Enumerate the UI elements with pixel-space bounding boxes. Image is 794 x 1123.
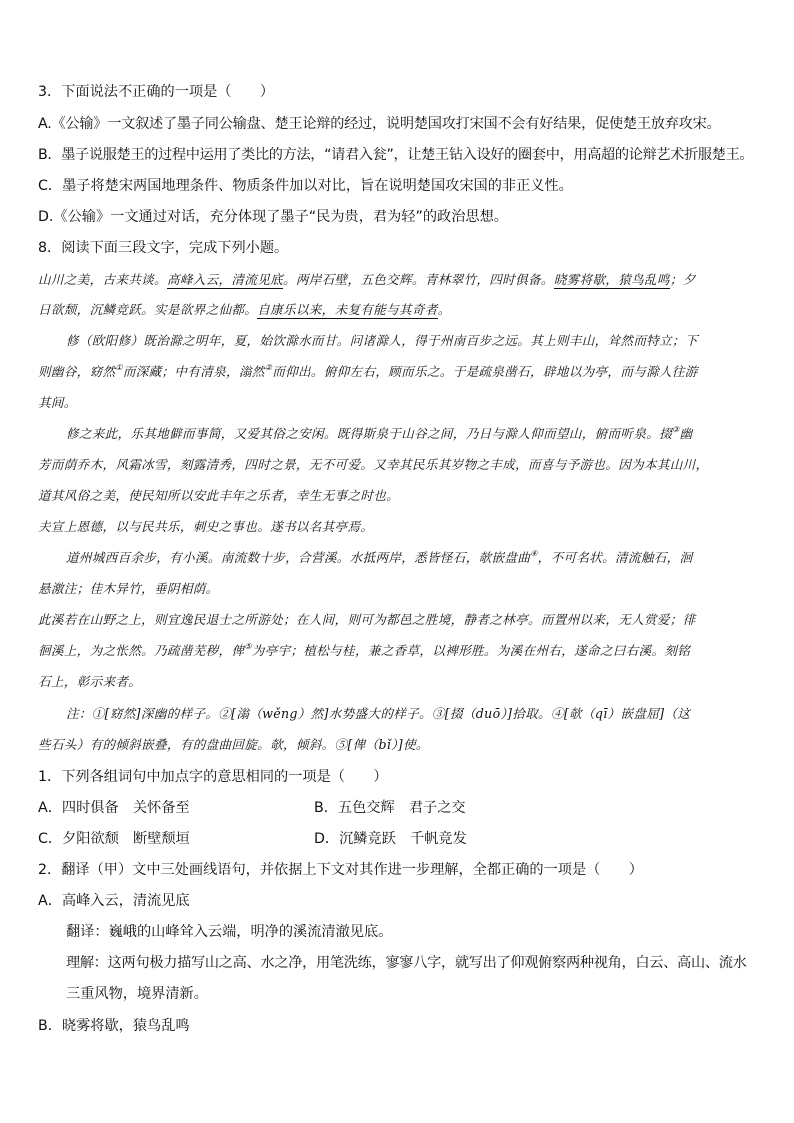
passage-3-line-4 <box>38 641 690 661</box>
passage-3-line-1 <box>66 548 692 568</box>
passage-2-text: 而仰出。俯仰左右，顾而乐之。于是疏泉凿石，辟地以为亭，而与滁人往游 <box>272 364 698 379</box>
passage-1-text-h: 。 <box>437 302 451 317</box>
passage-1-text-a: 山川之美，古来共谈。 <box>38 272 167 287</box>
footnote-marker-4: ④ <box>530 549 538 558</box>
question-1-option-d: D．沉鳞竞跃 千帆竞发 <box>314 831 467 847</box>
question-3-stem: 3．下面说法不正确的一项是（ ） <box>38 84 275 100</box>
passage-3-text: 徊溪上，为之怅然。乃疏凿芜秽，俾 <box>38 643 245 658</box>
passage-3-line-3: 此溪若在山野之上，则宜逸民退士之所游处；在人间，则可为都邑之胜境，静者之林亭。而置州以来，无人赏爱；徘 <box>38 612 696 627</box>
footnote-marker-3: ③ <box>672 425 680 434</box>
passage-2-text: 而深藏；中有清泉，滃然 <box>122 364 265 379</box>
question-1-stem: 1．下列各组词句中加点字的意思相同的一项是（ ） <box>38 769 388 785</box>
passage-1-text-f: 日欲颓，沉鳞竞跃。实是欲界之仙都。 <box>38 302 258 317</box>
passage-1-line-1 <box>38 270 696 290</box>
annotation-line-1: 注：①[窈然]深幽的样子。②[滃（wěng）然]水势盛大的样子。③[掇（duō）]拾取。④[欹（qī）嵌盘屈]（这 <box>66 706 691 721</box>
passage-2-line-2 <box>38 362 698 382</box>
passage-2-line-4 <box>66 424 692 444</box>
question-1-option-c: C．夕阳欲颓 断壁颓垣 <box>38 831 190 847</box>
question-2-option-a-understanding-cont: 三重风物，境界清新。 <box>66 986 208 1002</box>
question-2-option-a: A．高峰入云，清流见底 <box>38 893 190 909</box>
question-2-option-b: B．晓雾将歇，猿鸟乱鸣 <box>38 1018 190 1034</box>
passage-2-line-7: 夫宣上恩德，以与民共乐，刺史之事也。遂书以名其亭焉。 <box>38 519 374 534</box>
question-2-option-a-understanding: 理解：这两句极力描写山之高、水之净，用笔洗练，寥寥八字，就写出了仰观俯察两种视角，白云、高山、流水 <box>66 955 747 971</box>
question-1-option-b: B．五色交辉 君子之交 <box>314 800 466 816</box>
footnote-marker-5: ⑤ <box>244 642 252 651</box>
footnote-marker-1: ① <box>115 363 123 372</box>
passage-2-line-5: 芳而荫乔木，风霜冰雪，刻露清秀，四时之景，无不可爱。又幸其民乐其岁物之丰成，而喜与予游也。因为本其山川， <box>38 457 709 472</box>
question-2-stem: 2．翻译（甲）文中三处画线语句，并依据上下文对其作进一步理解，全都正确的一项是（ ） <box>38 862 643 878</box>
passage-3-text: 为亭宇；植松与桂，兼之香草，以裨形胜。为溪在州右，遂命之曰右溪。刻铭 <box>251 643 691 658</box>
annotation-line-2: 些石头）有的倾斜嵌叠，有的盘曲回旋。欹，倾斜。⑤[俾（bǐ）]使。 <box>38 737 429 752</box>
question-8-stem: 8．阅读下面三段文字，完成下列小题。 <box>38 240 289 256</box>
question-3-option-d: D.《公输》一文通过对话，充分体现了墨子“民为贵，君为轻”的政治思想。 <box>38 209 508 225</box>
question-3-option-b: B．墨子说服楚王的过程中运用了类比的方法，“请君入瓮”，让楚王钻入设好的圈套中，用高超的论辩艺术折服楚王。 <box>38 147 754 163</box>
passage-1-line-2 <box>38 300 451 320</box>
passage-2-line-3: 其间。 <box>38 395 77 410</box>
passage-2-text: 修之来此，乐其地僻而事简，又爱其俗之安闲。既得斯泉于山谷之间，乃日与滁人仰而望山，俯而听泉。掇 <box>66 426 673 441</box>
passage-1-text-e: ；夕 <box>669 272 696 287</box>
passage-3-text: 道州城西百余步，有小溪。南流数十步，合营溪。水抵两岸，悉皆怪石，欹嵌盘曲 <box>66 550 531 565</box>
footnote-marker-2: ② <box>264 363 273 372</box>
passage-2-text: 则幽谷，窈然 <box>38 364 116 379</box>
question-1-option-a: A．四时俱备 关怀备至 <box>38 800 190 816</box>
passage-3-line-2: 悬激注；佳木异竹，垂阴相荫。 <box>38 581 219 596</box>
passage-2-line-6: 道其风俗之美，使民知所以安此丰年之乐者，幸生无事之时也。 <box>38 488 400 503</box>
passage-2-line-1: 修（欧阳修）既治滁之明年，夏，始饮滁水而甘。问诸滁人，得于州南百步之远。其上则丰山，耸然而特立；下 <box>66 333 698 348</box>
question-3-option-a: A.《公输》一文叙述了墨子同公输盘、楚王论辩的经过，说明楚国攻打宋国不会有好结果，促使楚王放弃攻宋。 <box>38 116 721 132</box>
passage-3-line-5: 石上，彰示来者。 <box>38 674 142 689</box>
underlined-sentence-1: 高峰入云，清流见底 <box>166 272 283 287</box>
question-2-option-a-translation: 翻译：巍峨的山峰耸入云端，明净的溪流清澈见底。 <box>66 924 393 940</box>
passage-3-text: ，不可名状。清流触石，洄 <box>537 550 693 565</box>
underlined-sentence-3: 自康乐以来，未复有能与其奇者 <box>257 302 438 317</box>
passage-2-text: 幽 <box>679 426 693 441</box>
passage-1-text-c: 。两岸石壁，五色交辉。青林翠竹，四时俱备。 <box>282 272 554 287</box>
question-3-option-c: C．墨子将楚宋两国地理条件、物质条件加以对比，旨在说明楚国攻宋国的非正义性。 <box>38 178 573 194</box>
underlined-sentence-2: 晓雾将歇，猿鸟乱鸣 <box>553 272 670 287</box>
